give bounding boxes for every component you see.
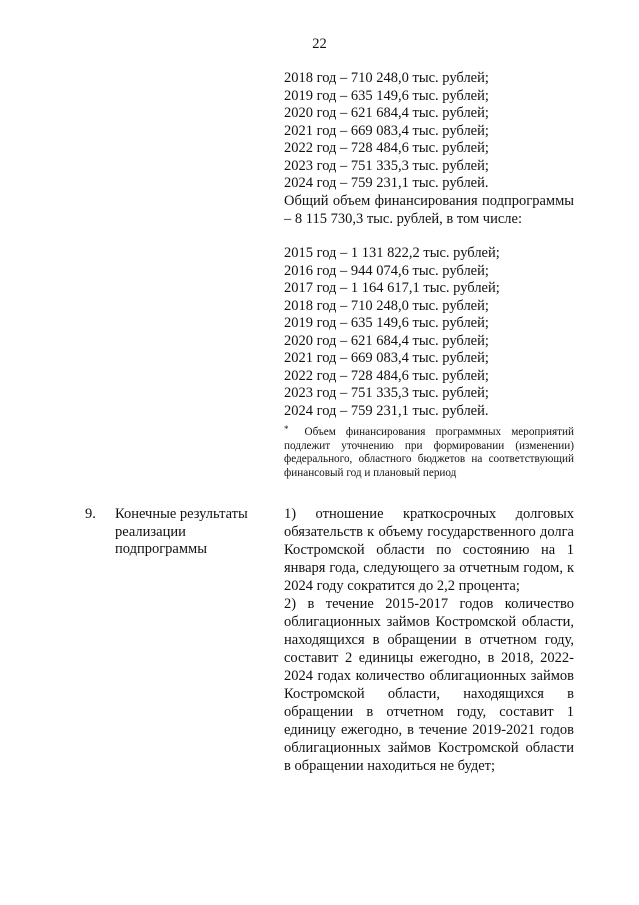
- year-line: 2018 год – 710 248,0 тыс. рублей;: [284, 297, 489, 314]
- total-financing-text: Общий объем финансирования подпрограммы – 8 115 730,3 тыс. рублей, в том числе:: [284, 193, 574, 227]
- year-line: 2018 год – 710 248,0 тыс. рублей;: [284, 70, 489, 86]
- row-number: 9.: [85, 506, 96, 522]
- footnote-mark: *: [284, 424, 289, 434]
- row-label: Конечные результаты реализации подпрограммы: [115, 506, 248, 557]
- year-line: 2021 год – 669 083,4 тыс. рублей;: [284, 122, 489, 139]
- year-line: 2020 год – 621 684,4 тыс. рублей;: [284, 332, 489, 349]
- year-list: [284, 245, 574, 420]
- year-line: 2022 год – 728 484,6 тыс. рублей;: [284, 367, 489, 384]
- year-line: 2022 год – 728 484,6 тыс. рублей;: [284, 140, 489, 156]
- footnote-text: Объем финансирования программных мероприятий подлежит уточнению при формировании (изменении) федерального, областного бюджетов на соответствующий финансовый год и плановый период: [284, 426, 574, 479]
- result-item-2: 2) в течение 2015-2017 годов количество облигационных займов Костромской области, находящихся в обращении в отчетном году, составит 2 единицы ежегодно, в 2018, 2022-2024 годах количество облигационных займов Костромской области, находящихся в обращении в отчетном году, составит 1 единицу ежегодно, в течение 2019-2021 годов облигационных займов Костромской области в обращении находиться не будет;: [284, 596, 574, 774]
- year-line: 2017 год – 1 164 617,1 тыс. рублей;: [284, 280, 500, 296]
- year-line: 2016 год – 944 074,6 тыс. рублей;: [284, 262, 489, 279]
- year-line: 2020 год – 621 684,4 тыс. рублей;: [284, 105, 489, 121]
- year-line: 2024 год – 759 231,1 тыс. рублей.: [284, 175, 489, 191]
- year-line: 2021 год – 669 083,4 тыс. рублей;: [284, 350, 489, 366]
- footnote: [284, 423, 574, 480]
- year-line: 2023 год – 751 335,3 тыс. рублей;: [284, 385, 489, 401]
- year-line: 2019 год – 635 149,6 тыс. рублей;: [284, 87, 489, 104]
- year-line: 2024 год – 759 231,1 тыс. рублей.: [284, 402, 489, 419]
- year-line: 2019 год – 635 149,6 тыс. рублей;: [284, 315, 489, 331]
- result-item-1: 1) отношение краткосрочных долговых обязательств к объему государственного долга Костромской области по состоянию на 1 января года, следующего за отчетным годом, к 2024 году сократится до 2,2 процента;: [284, 506, 574, 594]
- year-line: 2023 год – 751 335,3 тыс. рублей;: [284, 157, 489, 174]
- top-year-list: [284, 70, 574, 193]
- page-number: 22: [312, 36, 327, 52]
- year-line: 2015 год – 1 131 822,2 тыс. рублей;: [284, 245, 500, 261]
- results-list: [284, 505, 574, 775]
